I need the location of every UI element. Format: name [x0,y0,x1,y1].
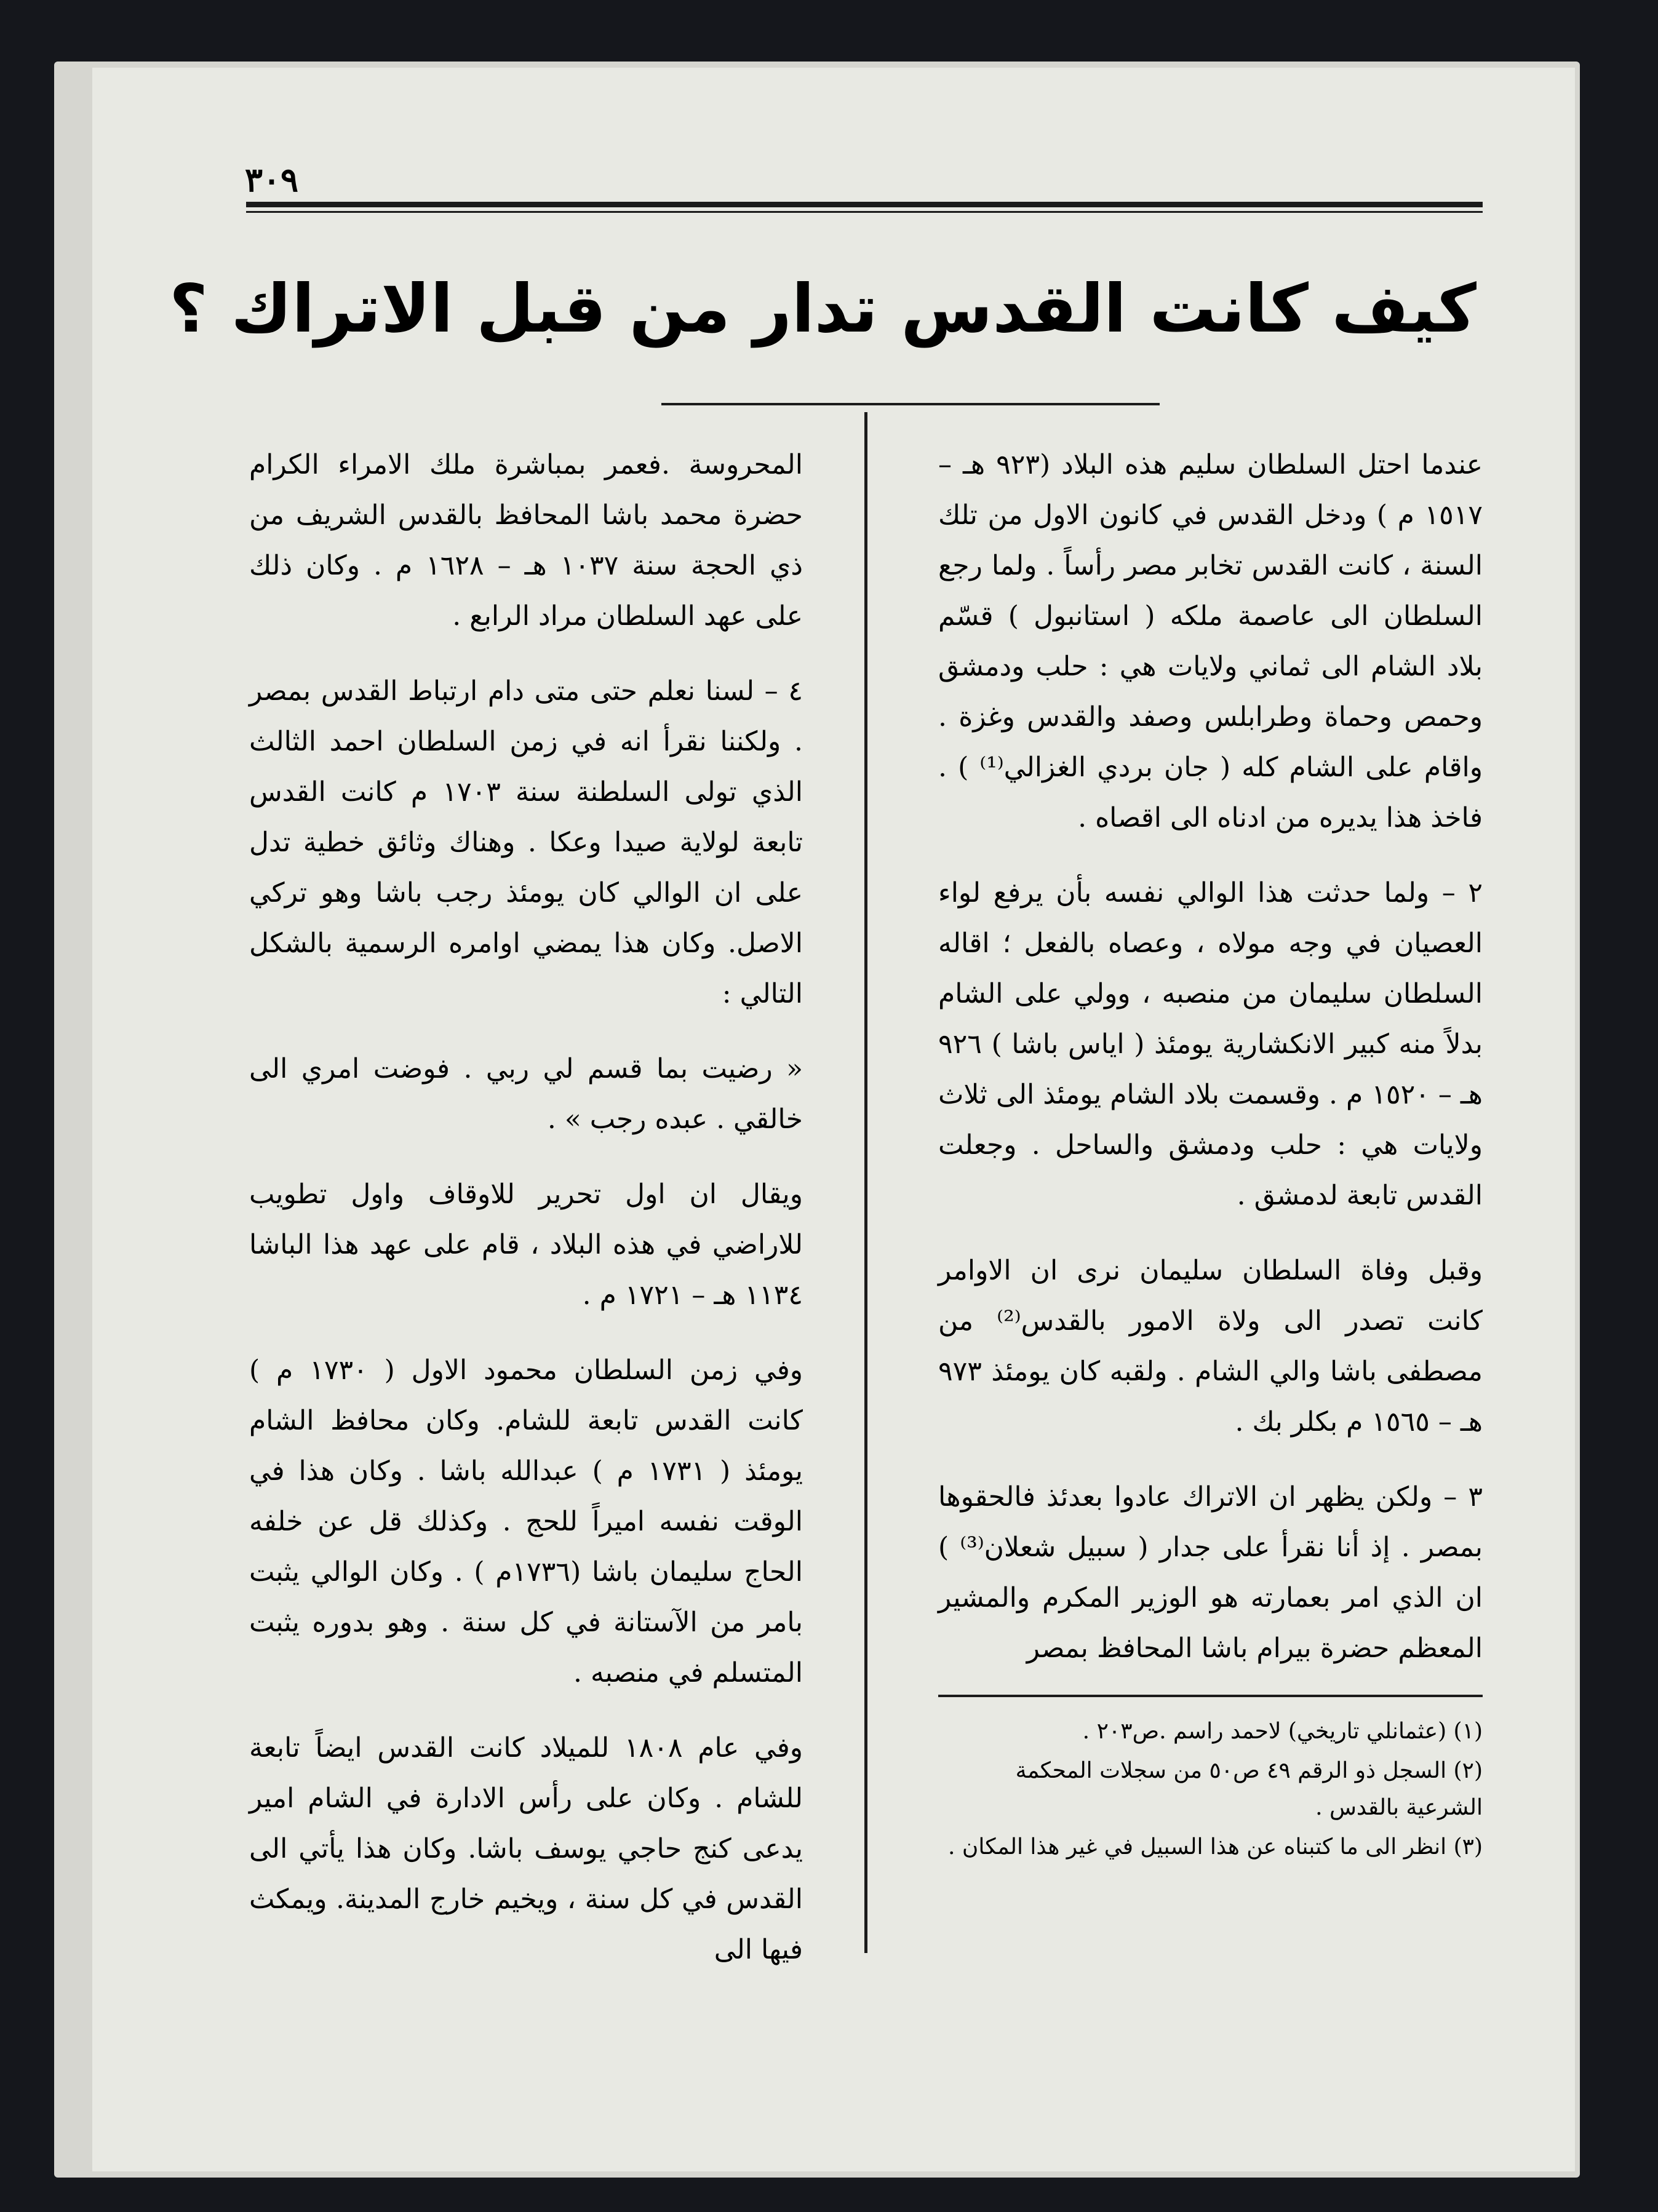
header-rule [246,202,1483,213]
footnote: (٢) السجل ذو الرقم ٤٩ ص٥٠ من سجلات المحكمة الشرعية بالقدس . [1015,1758,1483,1820]
column-divider [864,412,867,1953]
article-title: كيف كانت القدس تدار من قبل الاتراك ؟ [169,271,1477,348]
page-number: ٣٠٩ [245,160,299,199]
paragraph: « رضيت بما قسم لي ربي . فوضت امري الى خالقي . عبده رجب » . [249,1053,803,1135]
paragraph: ٤ – لسنا نعلم حتى متى دام ارتباط القدس بمصر . ولكننا نقرأ انه في زمن السلطان احمد الثالث الذي تولى السلطنة سنة ١٧٠٣ م كانت القدس تابعة لولاية صيدا وعكا . وهناك وثائق خطية تدل على ان الوالي كان يومئذ رجب باشا وهو تركي الاصل. وكان هذا يمضي اوامره الرسمية بالشكل التالي : [249,675,803,1009]
left-column [249,440,803,2000]
paragraph: المحروسة .فعمر بمباشرة ملك الامراء الكرام حضرة محمد باشا المحافظ بالقدس الشريف من ذي الحجة سنة ١٠٣٧ هـ – ١٦٢٨ م . وكان ذلك على عهد السلطان مراد الرابع . [249,449,803,632]
footnote: (٣) انظر الى ما كتبناه عن هذا السبيل في غير هذا المكان . [948,1834,1483,1860]
footnote: (١) (عثمانلي تاريخي) لاحمد راسم .ص٢٠٣ . [1082,1719,1483,1744]
right-column [938,440,1483,1698]
paragraph: ٢ – ولما حدثت هذا الوالي نفسه بأن يرفع لواء العصيان في وجه مولاه ، وعصاه بالفعل ؛ اقاله السلطان سليمان من منصبه ، وولي على الشام بدلاً منه كبير الانكشارية يومئذ ( اياس باشا ) ٩٢٦ هـ – ١٥٢٠ م . وقسمت بلاد الشام يومئذ الى ثلاث ولايات هي : حلب ودمشق والساحل . وجعلت القدس تابعة لدمشق . [938,877,1483,1211]
title-underline [661,403,1160,405]
paragraph: وفي عام ١٨٠٨ للميلاد كانت القدس ايضاً تابعة للشام . وكان على رأس الادارة في الشام امير يدعى كنج حاجي يوسف باشا. وكان هذا يأتي الى القدس في كل سنة ، ويخيم خارج المدينة. ويمكث فيها الى [249,1732,803,1965]
paragraph: عندما احتل السلطان سليم هذه البلاد (٩٢٣ هـ – ١٥١٧ م ) ودخل القدس في كانون الاول من تلك السنة ، كانت القدس تخابر مصر رأساً . ولما رجع السلطان الى عاصمة ملكه ( استانبول ) قسّم بلاد الشام الى ثماني ولايات هي : حلب ودمشق وحمص وحماة وطرابلس وصفد والقدس وغزة . واقام على الشام كله ( جان بردي الغزالي⁽¹⁾ ) . فاخذ هذا يديره من ادناه الى اقصاه . [938,449,1483,833]
paragraph: وقبل وفاة السلطان سليمان نرى ان الاوامر كانت تصدر الى ولاة الامور بالقدس⁽²⁾ من مصطفى باشا والي الشام . ولقبه كان يومئذ ٩٧٣ هـ – ١٥٦٥ م بكلر بك . [938,1255,1483,1438]
paragraph: ويقال ان اول تحرير للاوقاف واول تطويب للاراضي في هذه البلاد ، قام على عهد هذا الباشا ١١٣٤ هـ – ١٧٢١ م . [249,1179,803,1311]
paragraph: وفي زمن السلطان محمود الاول ( ١٧٣٠ م ) كانت القدس تابعة للشام. وكان محافظ الشام يومئذ ( ١٧٣١ م ) عبدالله باشا . وكان هذا في الوقت نفسه اميراً للحج . وكذلك قل عن خلفه الحاج سليمان باشا (١٧٣٦م ) . وكان الوالي يثبت بامر من الآستانة في كل سنة . وهو بدوره يثبت المتسلم في منصبه . [249,1355,803,1689]
paragraph: ٣ – ولكن يظهر ان الاتراك عادوا بعدئذ فالحقوها بمصر . إذ أنا نقرأ على جدار ( سبيل شعلان⁽³⁾ ) ان الذي امر بعمارته هو الوزير المكرم والمشير المعظم حضرة بيرام باشا المحافظ بمصر [938,1481,1483,1664]
footnotes [938,1713,1483,1868]
footnote-rule [938,1695,1483,1697]
